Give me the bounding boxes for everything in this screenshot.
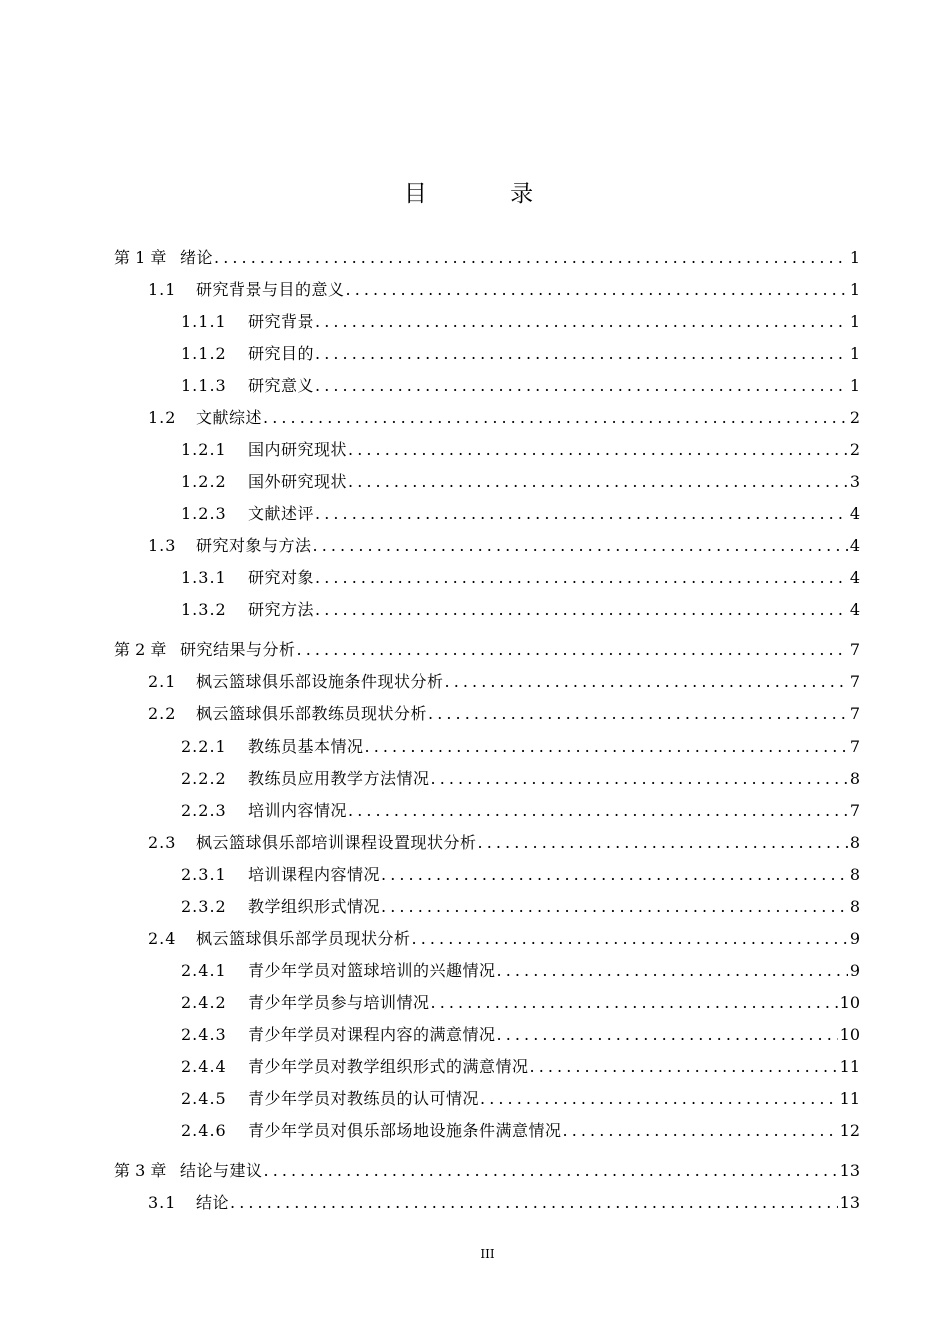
toc-dot-leader [348,469,848,495]
toc-entry-title: 研究背景 [248,312,315,331]
toc-dot-leader [530,1054,838,1080]
toc-entry-number: 1.3.1 [181,568,227,587]
toc-dot-leader [381,894,848,920]
toc-entry-title: 青少年学员参与培训情况 [248,993,430,1012]
toc-entry-number: 2.3 [148,833,177,852]
toc-entry-title: 研究结果与分析 [180,640,296,659]
toc-entry-number: 1.3.2 [181,600,227,619]
toc-entry-page: 8 [849,865,860,884]
toc-entry-number: 1.2.2 [181,472,227,491]
toc-entry-page: 4 [849,504,860,523]
toc-entry-page: 13 [839,1161,860,1180]
toc-entry-number: 2.3.1 [181,865,227,884]
toc-dot-leader [263,405,848,431]
toc-entry[interactable] [181,958,860,984]
toc-entry-number: 第 3 章 [114,1161,167,1180]
toc-entry[interactable] [148,1190,860,1216]
toc-entry-page: 8 [849,769,860,788]
toc-entry[interactable] [181,1086,860,1112]
toc-entry-title: 研究背景与目的意义 [196,280,345,299]
toc-entry-number: 1.3 [148,536,177,555]
toc-dot-leader [412,926,848,952]
toc-dot-leader [445,669,848,695]
toc-entry-title: 教学组织形式情况 [248,897,381,916]
toc-entry[interactable] [181,565,860,591]
toc-entry[interactable] [181,1054,860,1080]
toc-entry[interactable] [148,669,860,695]
toc-dot-leader [480,1086,838,1112]
toc-entry[interactable] [114,637,860,663]
toc-dot-leader [264,1158,838,1184]
toc-entry-page: 4 [849,536,860,555]
toc-entry-page: 13 [839,1193,860,1212]
toc-entry-number: 1.1.2 [181,344,227,363]
toc-entry-title: 研究意义 [248,376,315,395]
toc-entry[interactable] [181,373,860,399]
toc-entry-page: 9 [849,929,860,948]
toc-entry-page: 1 [849,312,860,331]
toc-entry-title: 枫云篮球俱乐部设施条件现状分析 [196,672,444,691]
toc-entry[interactable] [181,1022,860,1048]
toc-dot-leader [297,637,848,663]
toc-entry-page: 10 [839,993,860,1012]
toc-entry-page: 12 [839,1121,860,1140]
toc-entry[interactable] [181,1118,860,1144]
toc-entry-number: 2.2.3 [181,801,227,820]
toc-entry[interactable] [181,597,860,623]
toc-dot-leader [348,437,848,463]
toc-entry[interactable] [181,798,860,824]
toc-entry-title: 文献述评 [248,504,315,523]
toc-entry-number: 2.1 [148,672,177,691]
toc-entry-number: 2.4.6 [181,1121,227,1140]
toc-entry[interactable] [181,309,860,335]
toc-entry-number: 1.2 [148,408,177,427]
toc-entry-title: 青少年学员对俱乐部场地设施条件满意情况 [248,1121,562,1140]
toc-entry-title: 国外研究现状 [248,472,348,491]
toc-entry-page: 1 [849,376,860,395]
toc-dot-leader [313,533,848,559]
page-number-footer: III [480,1247,495,1261]
toc-dot-leader [230,1190,838,1216]
toc-dot-leader [346,277,848,303]
toc-entry-page: 7 [849,672,860,691]
toc-dot-leader [348,798,848,824]
toc-dot-leader [214,245,848,271]
toc-entry-title: 文献综述 [196,408,263,427]
toc-entry-number: 2.2.2 [181,769,227,788]
toc-entry-page: 2 [849,408,860,427]
toc-entry-page: 1 [849,344,860,363]
toc-entry-title: 教练员应用教学方法情况 [248,769,430,788]
toc-entry-number: 2.3.2 [181,897,227,916]
toc-entry-number: 1.1.1 [181,312,227,331]
toc-entry-page: 8 [849,833,860,852]
toc-entry[interactable] [181,734,860,760]
toc-entry[interactable] [181,894,860,920]
toc-entry-title: 研究对象 [248,568,315,587]
toc-dot-leader [563,1118,838,1144]
toc-entry[interactable] [148,405,860,431]
toc-entry[interactable] [181,990,860,1016]
toc-entry-number: 第 1 章 [114,248,167,267]
toc-entry-number: 2.4.1 [181,961,227,980]
toc-entry-title: 青少年学员对教练员的认可情况 [248,1089,480,1108]
toc-dot-leader [431,990,838,1016]
toc-entry-title: 培训课程内容情况 [248,865,381,884]
toc-entry-title: 枫云篮球俱乐部培训课程设置现状分析 [196,833,477,852]
toc-entry-number: 2.2.1 [181,737,227,756]
toc-entry[interactable] [181,501,860,527]
toc-entry-page: 7 [849,737,860,756]
toc-entry-title: 研究方法 [248,600,315,619]
toc-entry-title: 绪论 [180,248,214,267]
toc-entry-number: 1.1.3 [181,376,227,395]
toc-entry[interactable] [148,701,860,727]
toc-entry-title: 青少年学员对教学组织形式的满意情况 [248,1057,529,1076]
toc-entry-page: 1 [849,248,860,267]
toc-entry-title: 枫云篮球俱乐部教练员现状分析 [196,704,428,723]
toc-entry-number: 2.2 [148,704,177,723]
toc-entry-number: 2.4.3 [181,1025,227,1044]
toc-entry[interactable] [114,245,860,271]
toc-dot-leader [315,309,848,335]
toc-entry-page: 3 [849,472,860,491]
toc-entry[interactable] [181,469,860,495]
page-title: 目 录 [403,181,572,207]
toc-entry-number: 2.4.5 [181,1089,227,1108]
toc-entry-page: 10 [839,1025,860,1044]
toc-dot-leader [315,341,848,367]
toc-entry-title: 研究目的 [248,344,315,363]
toc-entry[interactable] [181,862,860,888]
toc-entry-title: 枫云篮球俱乐部学员现状分析 [196,929,411,948]
toc-entry-number: 1.2.3 [181,504,227,523]
toc-dot-leader [315,373,848,399]
toc-entry-page: 8 [849,897,860,916]
toc-entry-number: 2.4.2 [181,993,227,1012]
toc-entry[interactable] [181,437,860,463]
toc-dot-leader [315,565,848,591]
toc-entry-page: 9 [849,961,860,980]
toc-entry-page: 11 [839,1089,860,1108]
toc-entry-title: 研究对象与方法 [196,536,312,555]
toc-entry-page: 7 [849,801,860,820]
toc-dot-leader [381,862,848,888]
toc-dot-leader [315,501,848,527]
toc-entry-title: 教练员基本情况 [248,737,364,756]
toc-entry[interactable] [148,277,860,303]
toc-entry[interactable] [148,926,860,952]
toc-entry-number: 第 2 章 [114,640,167,659]
toc-entry[interactable] [114,1158,860,1184]
toc-entry-page: 4 [849,568,860,587]
toc-entry-page: 7 [849,704,860,723]
toc-entry-number: 1.2.1 [181,440,227,459]
toc-dot-leader [497,958,848,984]
toc-entry-page: 11 [839,1057,860,1076]
toc-dot-leader [478,830,848,856]
toc-entry-number: 2.4 [148,929,177,948]
toc-entry-title: 结论与建议 [180,1161,263,1180]
toc-entry-number: 1.1 [148,280,177,299]
toc-entry-number: 2.4.4 [181,1057,227,1076]
toc-dot-leader [315,597,848,623]
toc-entry-number: 3.1 [148,1193,177,1212]
toc-entry-title: 青少年学员对篮球培训的兴趣情况 [248,961,496,980]
toc-entry-title: 结论 [196,1193,230,1212]
toc-entry-title: 青少年学员对课程内容的满意情况 [248,1025,496,1044]
toc-entry[interactable] [181,341,860,367]
toc-dot-leader [431,766,848,792]
toc-entry-page: 7 [849,640,860,659]
toc-dot-leader [428,701,848,727]
toc-entry-title: 国内研究现状 [248,440,348,459]
toc-entry-title: 培训内容情况 [248,801,348,820]
toc-entry[interactable] [148,533,860,559]
toc-entry-page: 4 [849,600,860,619]
toc-dot-leader [365,734,848,760]
toc-entry[interactable] [181,766,860,792]
toc-entry[interactable] [148,830,860,856]
toc-entry-page: 1 [849,280,860,299]
toc-entry-page: 2 [849,440,860,459]
toc-dot-leader [497,1022,838,1048]
